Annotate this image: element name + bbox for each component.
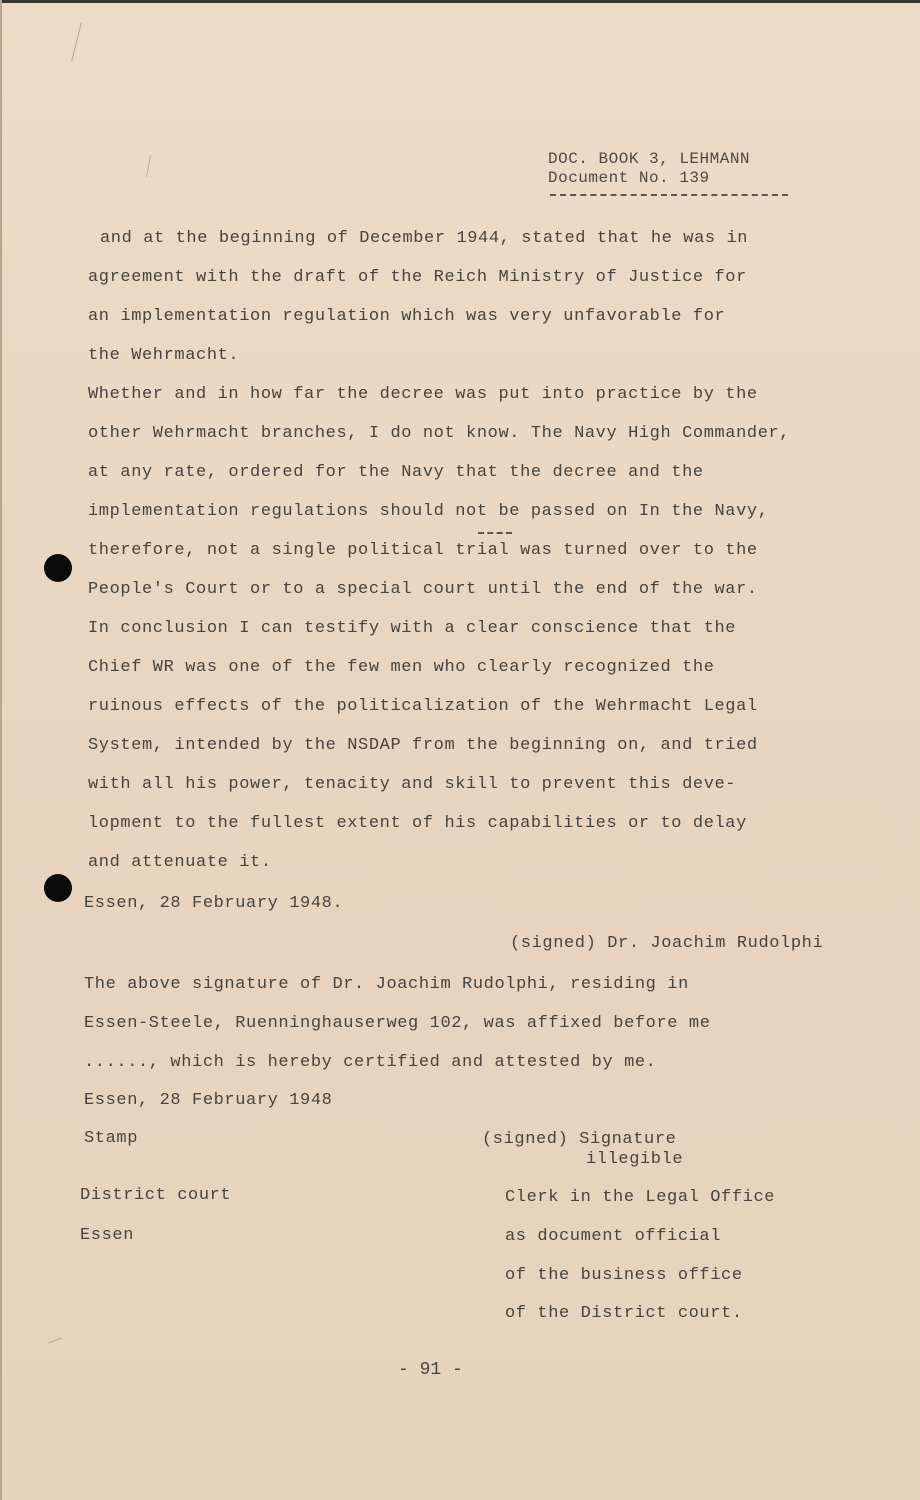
punch-hole: [44, 554, 72, 582]
clerk-title-line: as document official: [505, 1227, 722, 1246]
body-line: therefore, not a single political trial was turned over to the: [88, 541, 758, 560]
body-line: Chief WR was one of the few men who clearly recognized the: [88, 658, 715, 677]
stamp-label: Stamp: [84, 1129, 139, 1148]
signed-signature: (signed) Signature: [482, 1130, 677, 1149]
document-number: Document No. 139: [548, 169, 710, 187]
illegible-note: illegible: [586, 1150, 684, 1169]
stray-mark: [71, 22, 82, 61]
cert-line: The above signature of Dr. Joachim Rudolphi, residing in: [84, 975, 689, 994]
body-line: other Wehrmacht branches, I do not know. The Navy High Commander,: [88, 424, 791, 443]
clerk-title-line: of the District court.: [505, 1304, 743, 1323]
body-line: and attenuate it.: [88, 853, 272, 872]
clerk-title-line: Clerk in the Legal Office: [505, 1188, 776, 1207]
body-line: lopment to the fullest extent of his capabilities or to delay: [88, 814, 747, 833]
page-top-edge: [0, 0, 920, 3]
body-line: Whether and in how far the decree was put into practice by the: [88, 385, 758, 404]
date-line: Essen, 28 February 1948.: [84, 894, 344, 913]
stray-mark: [48, 1338, 61, 1344]
body-line: In conclusion I can testify with a clear conscience that the: [88, 619, 737, 638]
reference-underline: [550, 194, 788, 196]
body-line: with all his power, tenacity and skill to prevent this deve-: [88, 775, 737, 794]
date-line: Essen, 28 February 1948: [84, 1091, 333, 1110]
doc-book-label: DOC. BOOK 3, LEHMANN: [548, 150, 751, 168]
cert-line: Essen-Steele, Ruenninghauserweg 102, was affixed before me: [84, 1014, 711, 1033]
body-line: agreement with the draft of the Reich Ministry of Justice for: [88, 268, 747, 287]
body-line: the Wehrmacht.: [88, 346, 240, 365]
district-court-label: District court: [80, 1186, 232, 1205]
punch-hole: [44, 874, 72, 902]
document-reference: [548, 150, 750, 188]
emphasis-underline: [478, 532, 512, 534]
page-number: - 91 -: [398, 1360, 463, 1380]
body-line: and at the beginning of December 1944, stated that he was in: [100, 229, 749, 248]
page-left-edge: [0, 0, 2, 1500]
body-line: System, intended by the NSDAP from the beginning on, and tried: [88, 736, 758, 755]
city-label: Essen: [80, 1226, 135, 1245]
signature-line: (signed) Dr. Joachim Rudolphi: [510, 934, 824, 953]
body-line: at any rate, ordered for the Navy that the decree and the: [88, 463, 704, 482]
body-line: an implementation regulation which was very unfavorable for: [88, 307, 726, 326]
body-line: People's Court or to a special court until the end of the war.: [88, 580, 758, 599]
body-line: ruinous effects of the politicalization of the Wehrmacht Legal: [88, 697, 758, 716]
stray-mark: [146, 155, 151, 177]
body-line: implementation regulations should not be passed on In the Navy,: [88, 502, 769, 521]
cert-line: ......, which is hereby certified and attested by me.: [84, 1053, 657, 1072]
clerk-title-line: of the business office: [505, 1266, 743, 1285]
